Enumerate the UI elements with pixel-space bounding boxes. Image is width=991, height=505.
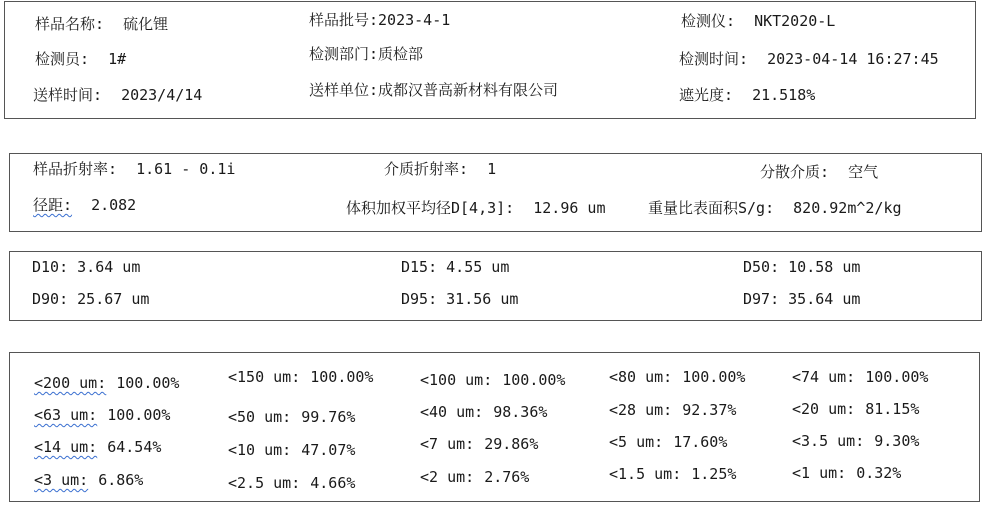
cumulative-item [34, 406, 170, 424]
cumulative-item [792, 464, 901, 482]
cumulative-item [228, 441, 355, 459]
batch-field [309, 11, 450, 29]
cumulative-value: 100.00% [116, 374, 180, 392]
obscuration-label: 遮光度: [679, 86, 734, 104]
cumulative-label: <3.5 um: [792, 432, 865, 450]
sample-ri-label: 样品折射率: [33, 160, 118, 178]
cumulative-item [420, 468, 529, 486]
optics-panel [9, 153, 982, 232]
send-unit-label: 送样单位: [309, 81, 379, 99]
cumulative-item [792, 432, 919, 450]
sample-info-panel [4, 1, 976, 119]
sample-name-value: 硫化锂 [123, 15, 169, 33]
cumulative-item [228, 408, 355, 426]
send-time-field [33, 86, 202, 104]
cumulative-label: <14 um: [34, 438, 98, 456]
medium-ri-value: 1 [487, 160, 497, 178]
cumulative-value: 98.36% [493, 403, 548, 421]
cumulative-item [228, 474, 355, 492]
dept-field [309, 45, 423, 63]
d43-value: 12.96 um [533, 199, 606, 217]
dept-label: 检测部门: [309, 45, 379, 63]
cumulative-label: <200 um: [34, 374, 107, 392]
dispersant-value: 空气 [848, 163, 879, 181]
percentile-value: 25.67 um [77, 290, 150, 308]
tester-label: 检测员: [35, 50, 90, 68]
ssa-field [648, 199, 902, 217]
percentile-label: D15: [401, 258, 438, 276]
span-value: 2.082 [91, 196, 137, 214]
cumulative-item [792, 400, 919, 418]
percentile-item [401, 258, 509, 276]
cumulative-item [34, 438, 161, 456]
obscuration-value: 21.518% [752, 86, 816, 104]
cumulative-label: <150 um: [228, 368, 301, 386]
cumulative-item [609, 368, 745, 386]
cumulative-value: 100.00% [107, 406, 171, 424]
instrument-value: NKT2020-L [754, 12, 836, 30]
batch-value: 2023-4-1 [378, 11, 451, 29]
test-time-value: 2023-04-14 16:27:45 [767, 50, 939, 68]
sample-name-label: 样品名称: [35, 15, 105, 33]
cumulative-label: <10 um: [228, 441, 292, 459]
cumulative-value: 9.30% [874, 432, 920, 450]
medium-ri-field [384, 160, 496, 178]
cumulative-item [228, 368, 373, 386]
cumulative-value: 6.86% [98, 471, 144, 489]
sample-ri-field [33, 160, 235, 178]
instrument-field [681, 12, 835, 30]
cumulative-label: <2 um: [420, 468, 475, 486]
cumulative-label: <7 um: [420, 435, 475, 453]
test-time-field [679, 50, 939, 68]
dispersant-label: 分散介质: [760, 163, 830, 181]
cumulative-label: <5 um: [609, 433, 664, 451]
percentile-label: D95: [401, 290, 438, 308]
cumulative-item [34, 374, 179, 392]
instrument-label: 检测仪: [681, 12, 736, 30]
send-unit-field [309, 81, 558, 99]
cumulative-value: 2.76% [484, 468, 530, 486]
cumulative-label: <100 um: [420, 371, 493, 389]
cumulative-value: 4.66% [310, 474, 356, 492]
percentile-value: 31.56 um [446, 290, 519, 308]
cumulative-value: 100.00% [682, 368, 746, 386]
cumulative-item [34, 471, 143, 489]
cumulative-label: <3 um: [34, 471, 89, 489]
cumulative-item [609, 465, 736, 483]
sample-ri-value: 1.61 - 0.1i [136, 160, 236, 178]
percentile-value: 4.55 um [446, 258, 510, 276]
cumulative-value: 0.32% [856, 464, 902, 482]
cumulative-item [609, 433, 727, 451]
percentile-item [743, 258, 860, 276]
cumulative-item [420, 435, 538, 453]
d43-label: 体积加权平均径D[4,3]: [346, 199, 515, 217]
cumulative-label: <80 um: [609, 368, 673, 386]
cumulative-value: 92.37% [682, 401, 737, 419]
cumulative-label: <74 um: [792, 368, 856, 386]
cumulative-value: 100.00% [865, 368, 929, 386]
span-label: 径距: [33, 196, 73, 214]
cumulative-value: 17.60% [673, 433, 728, 451]
dispersant-field [760, 163, 878, 181]
percentile-item [32, 258, 140, 276]
cumulative-label: <40 um: [420, 403, 484, 421]
ssa-label: 重量比表面积S/g: [648, 199, 775, 217]
cumulative-value: 1.25% [691, 465, 737, 483]
percentile-panel [9, 251, 982, 321]
cumulative-label: <28 um: [609, 401, 673, 419]
cumulative-label: <63 um: [34, 406, 98, 424]
tester-field [35, 50, 126, 68]
cumulative-value: 29.86% [484, 435, 539, 453]
cumulative-value: 100.00% [310, 368, 374, 386]
tester-value: 1# [108, 50, 127, 68]
percentile-label: D90: [32, 290, 69, 308]
dept-value: 质检部 [378, 45, 424, 63]
send-time-label: 送样时间: [33, 86, 103, 104]
cumulative-item [792, 368, 928, 386]
percentile-label: D97: [743, 290, 780, 308]
percentile-label: D10: [32, 258, 69, 276]
obscuration-field [679, 86, 815, 104]
cumulative-item [420, 371, 565, 389]
cumulative-label: <1 um: [792, 464, 847, 482]
sample-name-field [35, 15, 168, 33]
batch-label: 样品批号: [309, 11, 379, 29]
percentile-item [401, 290, 518, 308]
d43-field [346, 199, 606, 217]
send-unit-value: 成都汉普高新材料有限公司 [378, 81, 559, 99]
cumulative-value: 81.15% [865, 400, 920, 418]
cumulative-value: 47.07% [301, 441, 356, 459]
percentile-value: 10.58 um [788, 258, 861, 276]
span-field [33, 196, 136, 214]
percentile-value: 35.64 um [788, 290, 861, 308]
percentile-label: D50: [743, 258, 780, 276]
cumulative-label: <20 um: [792, 400, 856, 418]
cumulative-label: <2.5 um: [228, 474, 301, 492]
cumulative-value: 99.76% [301, 408, 356, 426]
cumulative-value: 100.00% [502, 371, 566, 389]
percentile-value: 3.64 um [77, 258, 141, 276]
percentile-item [743, 290, 860, 308]
cumulative-label: <50 um: [228, 408, 292, 426]
cumulative-item [420, 403, 547, 421]
medium-ri-label: 介质折射率: [384, 160, 469, 178]
cumulative-value: 64.54% [107, 438, 162, 456]
percentile-item [32, 290, 149, 308]
cumulative-panel [9, 352, 980, 502]
cumulative-label: <1.5 um: [609, 465, 682, 483]
test-time-label: 检测时间: [679, 50, 749, 68]
cumulative-item [609, 401, 736, 419]
ssa-value: 820.92m^2/kg [793, 199, 902, 217]
send-time-value: 2023/4/14 [121, 86, 203, 104]
